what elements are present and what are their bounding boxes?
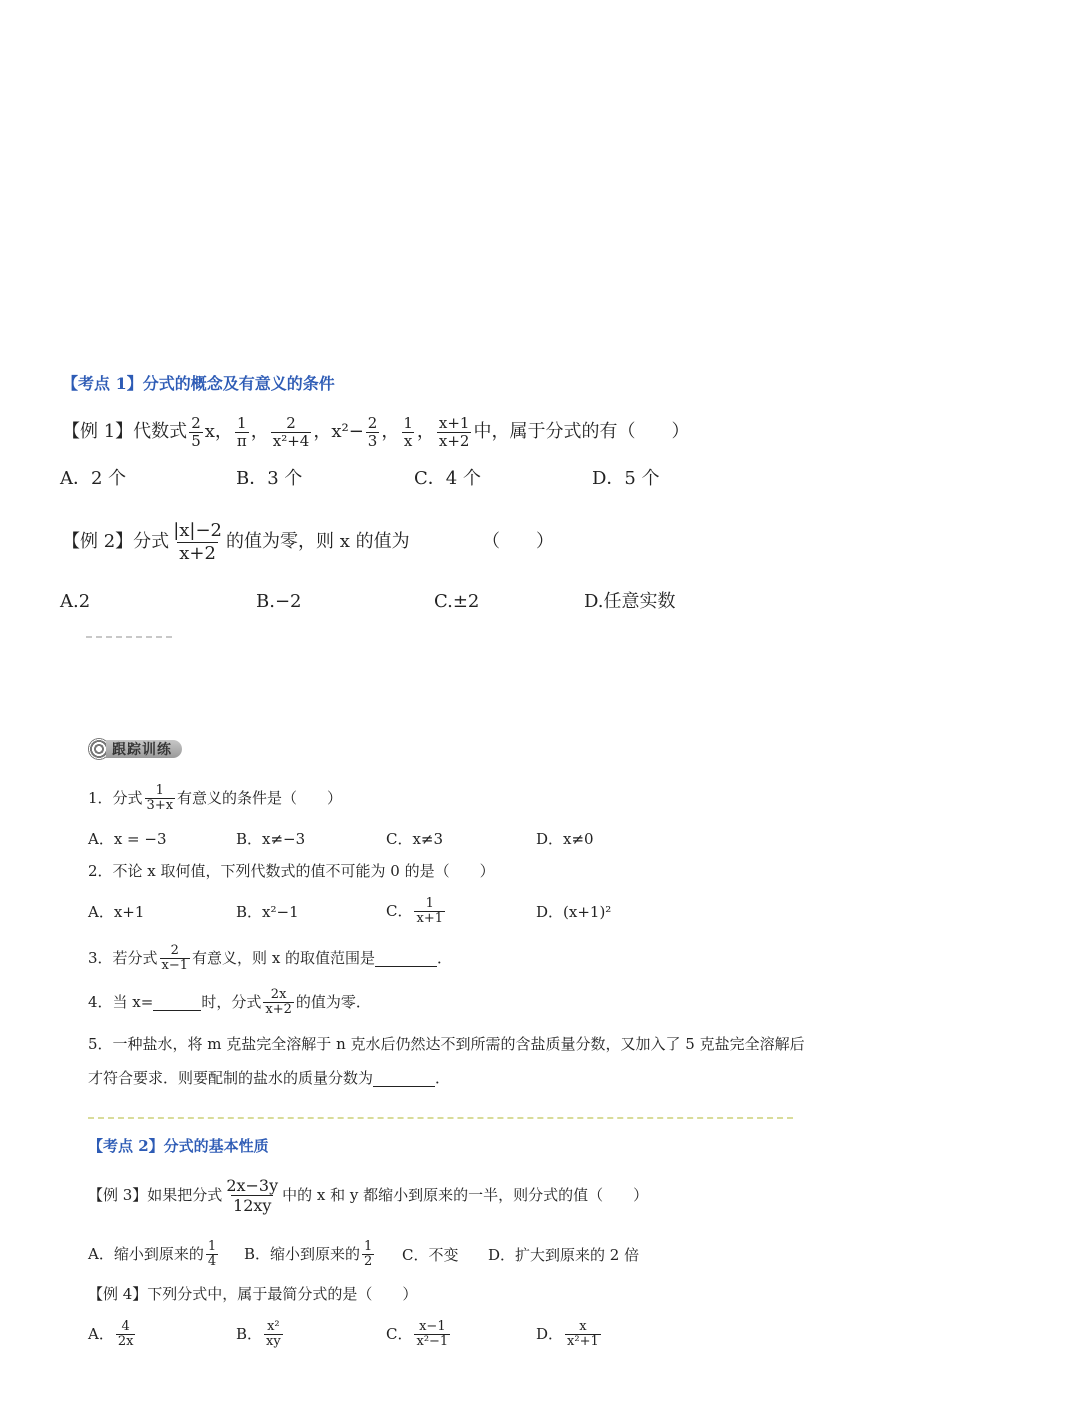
question-4: 4．当 x= 时，分式 $\frac{2x}{x+2}$ 的值为零． [88, 986, 371, 1017]
fraction: $\frac{2}{\text{x²+4}}$ [272, 413, 310, 450]
fraction: $\frac{1}{4}$ [207, 1238, 217, 1269]
option-d: D．x≠0 [536, 830, 594, 848]
option-c: C．不变 [402, 1246, 459, 1264]
option-d: D． $\frac{x}{\text{x²+1}}$ [536, 1318, 599, 1349]
option-a: A．x+1 [88, 903, 145, 921]
option-b: B． $\frac{\text{x²}}{xy}$ [236, 1318, 281, 1349]
training-badge-label: 跟踪训练 [106, 740, 182, 758]
option-d: D．5 个 [592, 468, 660, 489]
answer-blank[interactable] [373, 1070, 435, 1087]
example-2 [62, 519, 410, 564]
option-a: A．2 个 [60, 468, 127, 489]
fraction: $\frac{2x-3y}{12xy}$ [226, 1175, 279, 1215]
fraction: $\frac{1}{x+1}$ [416, 895, 443, 926]
fraction: $\frac{\text{x²}}{xy}$ [266, 1318, 281, 1349]
fraction: $\frac{1}{2}$ [364, 1238, 373, 1269]
answer-paren: （ ） [482, 531, 554, 552]
example-2-label: 【例 2】分式 [62, 531, 170, 552]
option-d: D．扩大到原来的 2 倍 [488, 1246, 640, 1264]
fraction: $\frac{4}{2x}$ [117, 1318, 134, 1349]
answer-blank[interactable] [375, 950, 437, 967]
option-c: C．4 个 [414, 468, 481, 489]
training-badge [88, 737, 182, 761]
fraction: $\frac{2}{x-1}$ [161, 942, 189, 973]
option-c: C.±2 [434, 591, 480, 612]
option-b: B．3 个 [236, 468, 303, 489]
example-1-label: 【例 1】代数式 [62, 421, 188, 442]
fraction: $\frac{1}{\pi}$ [236, 413, 247, 450]
example-4: 【例 4】下列分式中，属于最简分式的是（ ） [88, 1285, 418, 1303]
fraction: $\frac{2}{3}$ [367, 413, 378, 450]
fraction: $\frac{1}{3+x}$ [146, 782, 174, 813]
question-5-line-1: 5．一种盐水，将 m 克盐完全溶解于 n 克水后仍然达不到所需的含盐质量分数，又加入了 5 克盐完全溶解后 [88, 1035, 805, 1053]
option-d: D.任意实数 [584, 591, 676, 612]
section-divider [88, 1117, 793, 1119]
option-a: A．缩小到原来的 $\frac{1}{4}$ [88, 1238, 217, 1269]
fraction: $\frac{x}{\text{x²+1}}$ [567, 1318, 599, 1349]
option-c: C． $\frac{1}{x+1}$ [386, 895, 443, 926]
fraction: $\frac{2}{5}$ [191, 413, 201, 450]
example-1: 【例 1】代数式 $\frac{2}{5}$ x， $\frac{1}{\pi}$ ， $\frac{2}{\text{x²+4}}$ ，x²− $\frac{2}{3}$ ， $\frac{1}{x}$ ， $\frac{x+1}{x+2}$ 中，属于分式的有（ ） [62, 413, 690, 450]
question-2: 2．不论 x 取何值，下列代数式的值不可能为 0 的是（ ） [88, 862, 495, 880]
option-a: A． $\frac{4}{2x}$ [88, 1318, 134, 1349]
option-b: B．缩小到原来的 $\frac{1}{2}$ [244, 1238, 373, 1269]
option-d: D．(x+1)² [536, 903, 612, 921]
decorative-dashes [86, 636, 172, 644]
option-b: B．x²−1 [236, 903, 299, 921]
kaodian2-title: 【考点 2】分式的基本性质 [88, 1137, 269, 1155]
option-a: A．x = −3 [88, 830, 167, 848]
question-1: 1．分式 $\frac{1}{3+x}$ 有意义的条件是（ ） [88, 782, 343, 813]
fraction: $\frac{|x|-2}{x+2}$ [173, 519, 223, 564]
option-b: B.−2 [256, 591, 302, 612]
example-1-suffix: 中，属于分式的有（ ） [473, 421, 690, 442]
example-2-suffix: 的值为零，则 x 的值为 [226, 531, 410, 552]
question-3: 3．若分式 $\frac{2}{x-1}$ 有意义，则 x 的取值范围是 ． [88, 942, 453, 973]
option-c: C． $\frac{x-1}{\text{x²−1}}$ [386, 1318, 449, 1349]
option-b: B．x≠−3 [236, 830, 306, 848]
fraction: $\frac{1}{x}$ [403, 413, 413, 450]
fraction: $\frac{x+1}{x+2}$ [438, 413, 470, 450]
kaodian1-title: 【考点 1】分式的概念及有意义的条件 [62, 374, 335, 393]
question-5-line-2: 才符合要求．则要配制的盐水的质量分数为 ． [88, 1069, 451, 1087]
answer-blank[interactable] [153, 994, 201, 1011]
fraction: $\frac{2x}{x+2}$ [265, 986, 292, 1017]
example-3: 【例 3】如果把分式 $\frac{2x-3y}{12xy}$ 中的 x 和 y 都缩小到原来的一半，则分式的值（ ） [88, 1175, 649, 1215]
option-a: A.2 [60, 591, 91, 612]
option-c: C．x≠3 [386, 830, 444, 848]
fraction: $\frac{x-1}{\text{x²−1}}$ [416, 1318, 449, 1349]
